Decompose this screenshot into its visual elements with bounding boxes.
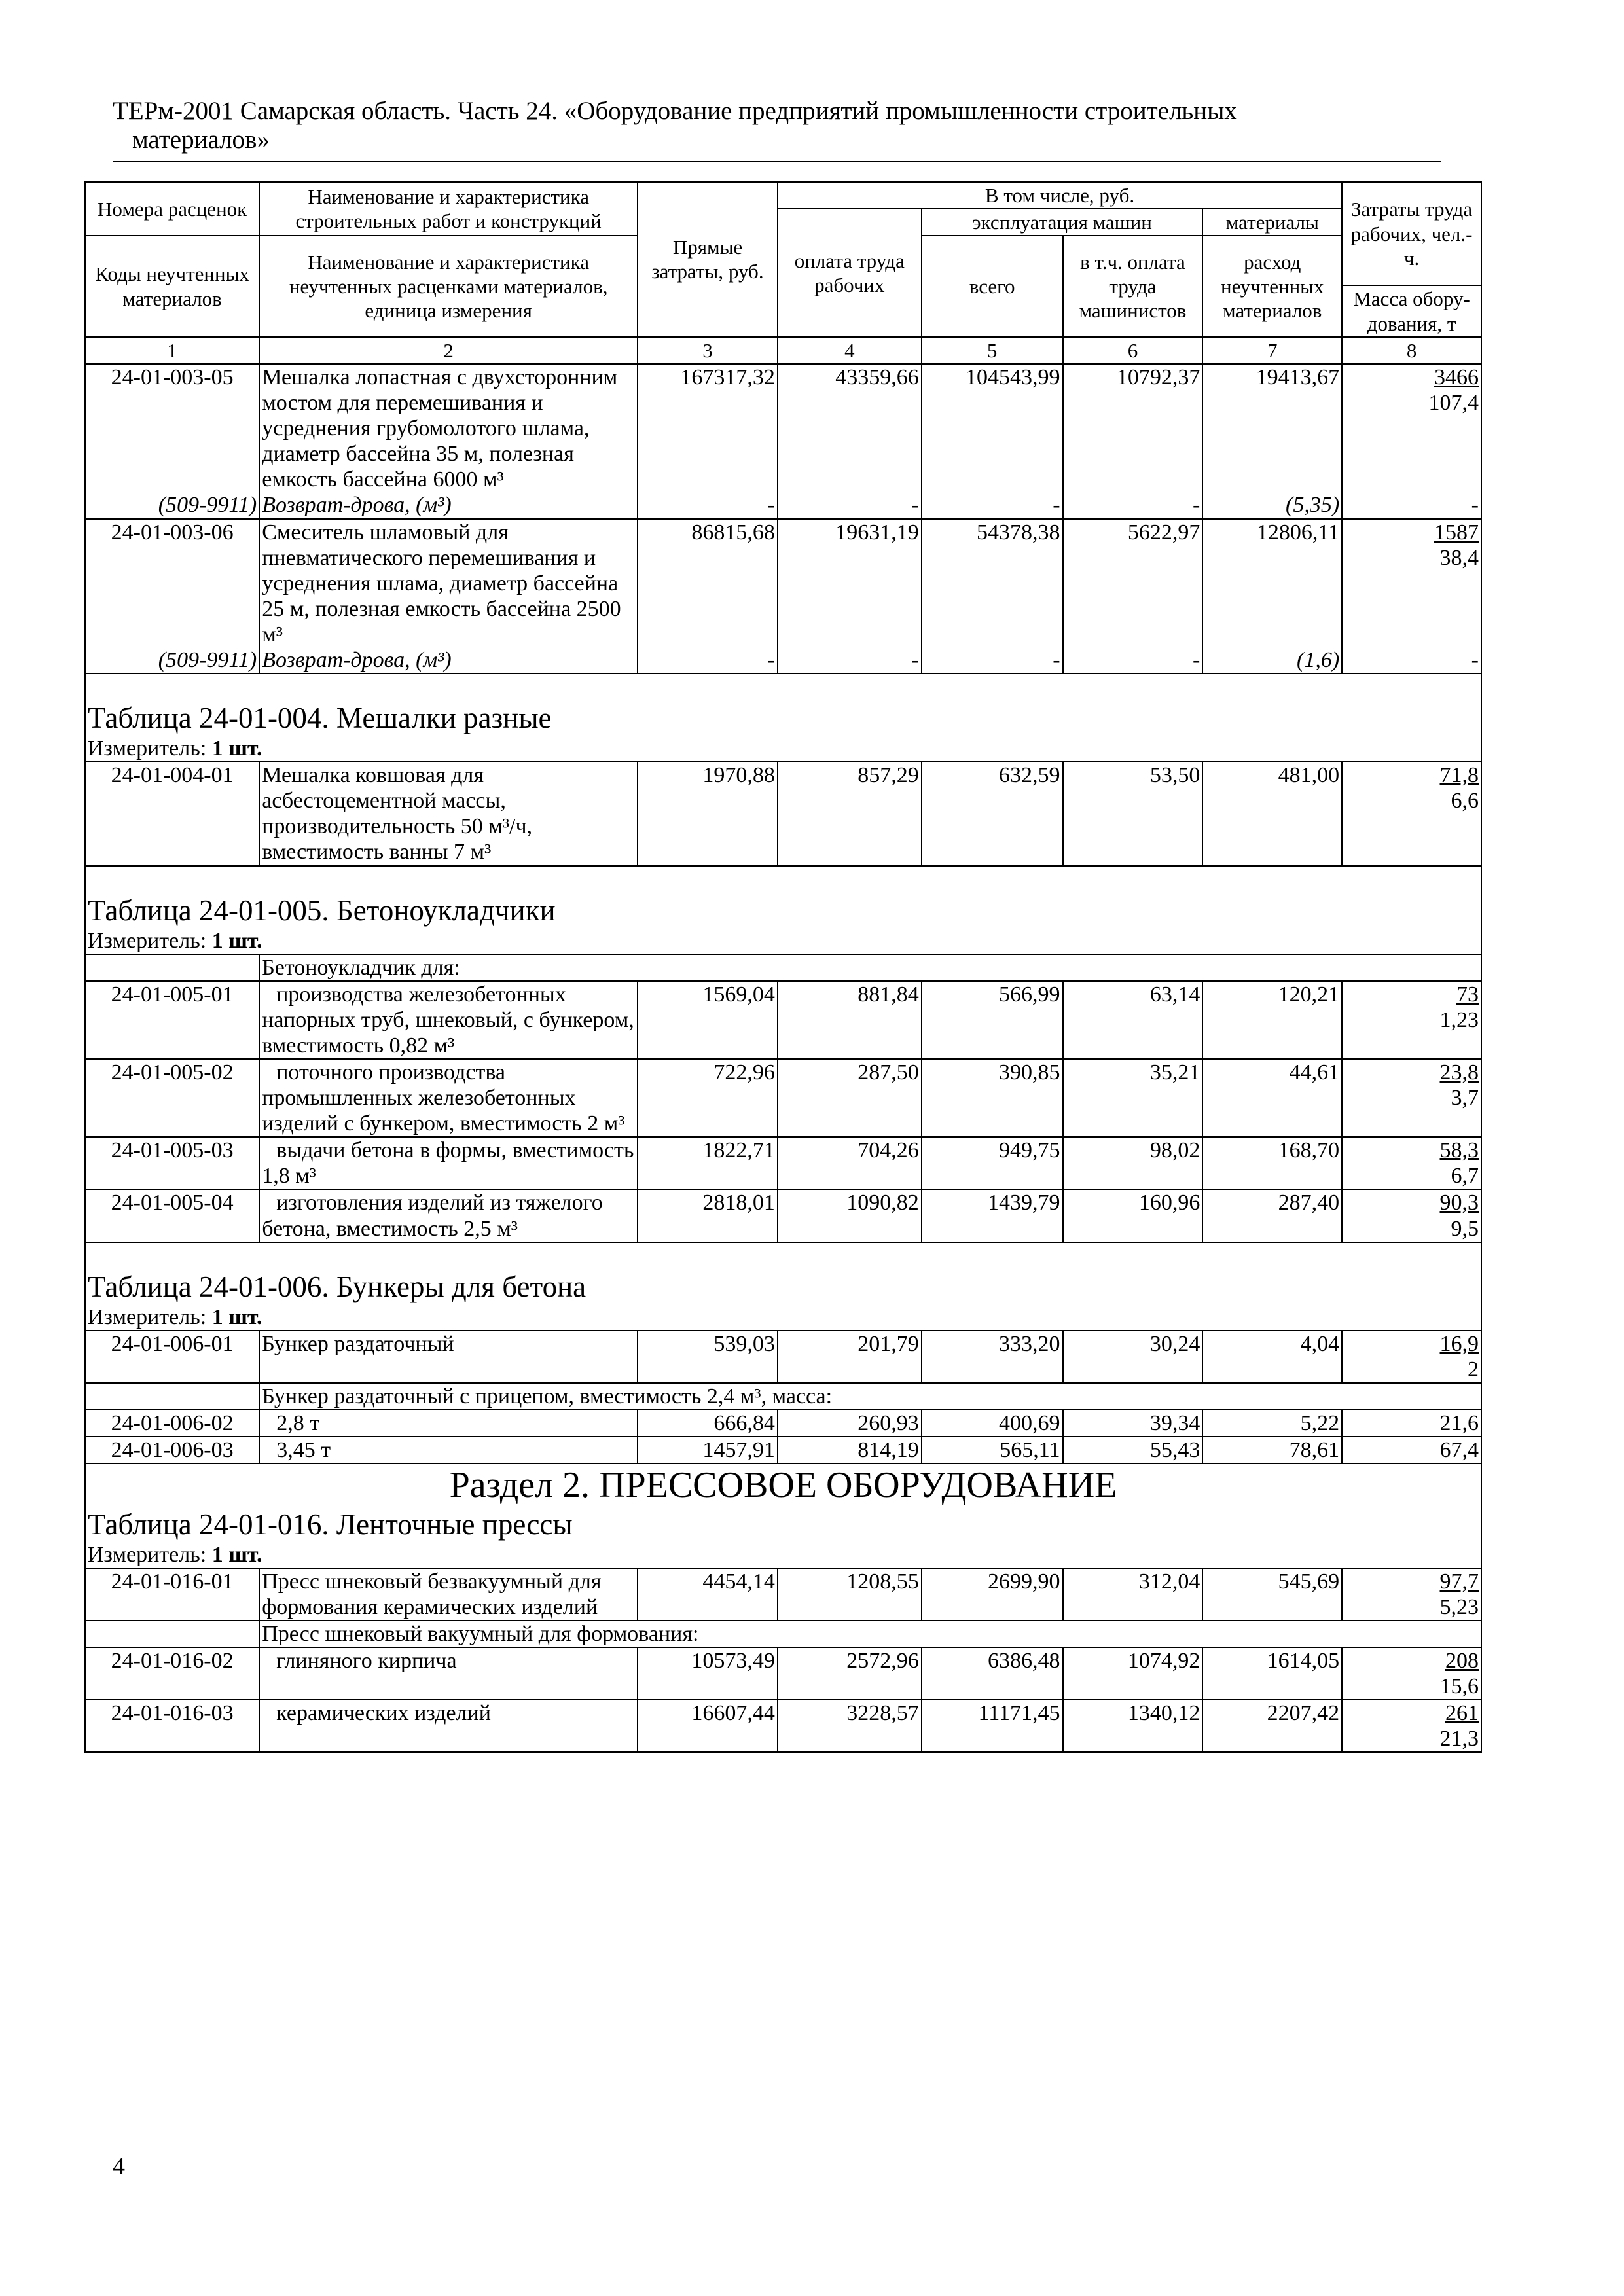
direct-cost: 167317,32 [638,364,778,492]
material-mach-labor: - [1063,647,1203,673]
table-section [85,1242,1481,1331]
group-label: Пресс шнековый вакуумный для формования: [259,1621,1481,1647]
rate-name: изготовления изделий из тяжелого бетона, вместимость 2,5 м³ [259,1189,638,1242]
materials-cost: 1614,05 [1202,1647,1342,1700]
material-labor: - [778,492,922,518]
unit-value: 1 шт. [211,928,262,953]
breakdown-group-header: В том числе, руб. [778,182,1342,209]
labor-hours: 71,8 [1439,763,1479,788]
rate-name: выдачи бетона в формы, вместимость 1,8 м³ [259,1137,638,1189]
direct-cost: 10573,49 [638,1647,778,1700]
page-number: 4 [113,2153,125,2180]
equipment-mass: 6,7 [1451,1164,1479,1189]
table-row [85,1437,1481,1463]
unit-label: Измеритель: [88,736,207,761]
table-title: Таблица 24-01-004. Мешалки разные [85,700,1481,736]
table-title-row [85,1269,1481,1304]
part-title-row [85,1463,1481,1506]
equipment-mass: 6,6 [1451,789,1479,814]
rate-code: 24-01-005-04 [85,1189,259,1242]
machine-cost-total: 104543,99 [922,364,1063,492]
labor-and-mass [1342,1331,1481,1383]
group-heading [85,1383,1481,1410]
unit-cell [85,1304,1481,1331]
spacer [85,1242,1481,1269]
rate-code: 24-01-003-05 [85,364,259,492]
machinist-labor-cost: 10792,37 [1063,364,1203,492]
material-labor: - [778,647,922,673]
group-blank [85,1621,259,1647]
unaccounted-material-row [85,492,1481,518]
worker-labor-cost: 881,84 [778,981,922,1059]
machine-cost-total: 1439,79 [922,1189,1063,1242]
machine-cost-total: 400,69 [922,1410,1063,1437]
table-row [85,1189,1481,1242]
column-number: 7 [1202,337,1342,364]
labor-hours: 90,3 [1439,1191,1479,1215]
machinist-labor-cost: 5622,97 [1063,519,1203,647]
materials-cost: 545,69 [1202,1568,1342,1621]
machinist-labor-cost: 39,34 [1063,1410,1203,1437]
table-row [85,1700,1481,1752]
worker-labor-cost: 3228,57 [778,1700,922,1752]
table-row [85,519,1481,647]
worker-labor-cost: 201,79 [778,1331,922,1383]
machine-cost-total: 390,85 [922,1059,1063,1137]
table-row [85,762,1481,865]
worker-labor-cost: 814,19 [778,1437,922,1463]
labor-and-mass [1342,519,1481,647]
machinist-labor-cost: 30,24 [1063,1331,1203,1383]
material-last: - [1342,492,1481,518]
column-number: 3 [638,337,778,364]
table-row [85,1568,1481,1621]
rate-item [85,1137,1481,1189]
materials-cost: 287,40 [1202,1189,1342,1242]
col3-header: Прямые затраты, руб. [638,182,778,337]
material-consumption: (1,6) [1202,647,1342,673]
rate-code: 24-01-006-01 [85,1331,259,1383]
equipment-mass: 15,6 [1439,1674,1479,1699]
materials-group-header: материалы [1202,209,1342,236]
materials-cost: 12806,11 [1202,519,1342,647]
material-consumption: (5,35) [1202,492,1342,518]
group-label: Бункер раздаточный с прицепом, вместимость 2,4 м³, масса: [259,1383,1481,1410]
material-direct: - [638,647,778,673]
material-code: (509-9911) [85,647,259,673]
rate-code: 24-01-005-01 [85,981,259,1059]
table-header [85,182,1481,364]
materials-cost: 120,21 [1202,981,1342,1059]
unit-label: Измеритель: [88,928,207,953]
rate-item [85,1568,1481,1621]
worker-labor-cost: 260,93 [778,1410,922,1437]
direct-cost: 86815,68 [638,519,778,647]
labor-and-mass [1342,1568,1481,1621]
unit-row [85,1304,1481,1331]
unit-label: Измеритель: [88,1542,207,1567]
equipment-mass: 1,23 [1439,1007,1479,1032]
materials-cost: 19413,67 [1202,364,1342,492]
material-name: Возврат-дрова, (м³) [259,647,638,673]
machines-group-header: эксплуатация машин [922,209,1203,236]
rate-name: глиняного кирпича [259,1647,638,1700]
machinist-labor-cost: 160,96 [1063,1189,1203,1242]
direct-cost: 666,84 [638,1410,778,1437]
machinist-labor-cost: 1340,12 [1063,1700,1203,1752]
rate-name: керамических изделий [259,1700,638,1752]
rate-item [85,519,1481,674]
group-row [85,954,1481,981]
column-number: 5 [922,337,1063,364]
part-section [85,1463,1481,1506]
worker-labor-cost: 1090,82 [778,1189,922,1242]
spacer [85,866,1481,893]
column-numbers-row [85,337,1481,364]
rate-item [85,1059,1481,1137]
unit-row [85,928,1481,954]
labor-hours: 23,8 [1439,1060,1479,1085]
worker-labor-cost: 287,50 [778,1059,922,1137]
labor-and-mass [1342,1059,1481,1137]
worker-labor-cost: 1208,55 [778,1568,922,1621]
material-mach-total: - [922,647,1063,673]
rate-code: 24-01-004-01 [85,762,259,865]
column-number: 1 [85,337,259,364]
rate-code: 24-01-016-03 [85,1700,259,1752]
column-number: 4 [778,337,922,364]
rate-item [85,1331,1481,1383]
table-row [85,1137,1481,1189]
material-mach-total: - [922,492,1063,518]
worker-labor-cost: 2572,96 [778,1647,922,1700]
materials-cost: 2207,42 [1202,1700,1342,1752]
worker-labor-cost: 19631,19 [778,519,922,647]
material-code: (509-9911) [85,492,259,518]
unaccounted-material-row [85,647,1481,673]
rate-name: Мешалка лопастная с двухсторонним мостом для перемешивания и усреднения грубомолотого шлама, диаметр бассейна 35 м, полезная емкость бассейна 6000 м³ [259,364,638,492]
group-blank [85,954,259,981]
machinist-labor-cost: 63,14 [1063,981,1203,1059]
header-line-2: материалов» [132,126,270,154]
rate-name: 2,8 т [259,1410,638,1437]
labor-hours: 1587 [1434,520,1479,545]
rate-code: 24-01-005-03 [85,1137,259,1189]
machine-cost-total: 6386,48 [922,1647,1063,1700]
rate-code: 24-01-006-02 [85,1410,259,1437]
section-gap [85,866,1481,893]
rate-item [85,1647,1481,1700]
materials-cost: 78,61 [1202,1437,1342,1463]
unit-cell [85,1542,1481,1568]
table-row [85,1059,1481,1137]
labor-hours: 3466 [1434,365,1479,389]
materials-cost: 168,70 [1202,1137,1342,1189]
unit-row [85,1542,1481,1568]
machine-cost-total: 54378,38 [922,519,1063,647]
rate-item [85,762,1481,865]
materials-cost: 5,22 [1202,1410,1342,1437]
rate-item [85,1410,1481,1437]
labor-and-mass [1342,981,1481,1059]
unit-cell [85,736,1481,762]
direct-cost: 2818,01 [638,1189,778,1242]
equipment-mass: 2 [1468,1357,1479,1382]
machine-cost-total: 333,20 [922,1331,1063,1383]
col8-header-bottom: Масса обору-дования, т [1342,285,1481,336]
labor-and-mass [1342,1647,1481,1700]
direct-cost: 1970,88 [638,762,778,865]
labor-hours: 208 [1445,1648,1479,1673]
worker-labor-cost: 857,29 [778,762,922,865]
col1-header-bottom: Коды неучтенных материалов [85,236,259,336]
rate-name: Смеситель шламовый для пневматического перемешивания и усреднения шлама, диаметр бассейна 25 м, полезная емкость бассейна 2500 м³ [259,519,638,647]
direct-cost: 16607,44 [638,1700,778,1752]
equipment-mass: 38,4 [1439,545,1479,570]
table-title: Таблица 24-01-006. Бункеры для бетона [85,1269,1481,1304]
labor-and-mass [1342,1437,1481,1463]
machine-cost-total: 949,75 [922,1137,1063,1189]
table-row [85,364,1481,492]
machine-cost-total: 2699,90 [922,1568,1063,1621]
rate-item [85,364,1481,519]
rate-name: 3,45 т [259,1437,638,1463]
labor-hours: 58,3 [1439,1138,1479,1163]
equipment-mass: 21,3 [1439,1727,1479,1751]
rate-code: 24-01-016-02 [85,1647,259,1700]
group-label: Бетоноукладчик для: [259,954,1481,981]
rate-name: производства железобетонных напорных труб, шнековый, с бункером, вместимость 0,82 м³ [259,981,638,1059]
header-line-1: ТЕРм-2001 Самарская область. Часть 24. «Оборудование предприятий промышленности строительных [113,97,1237,125]
section-gap [85,1242,1481,1269]
unit-value: 1 шт. [211,1542,262,1567]
unit-label: Измеритель: [88,1304,207,1329]
unit-row [85,736,1481,762]
rate-code: 24-01-003-06 [85,519,259,647]
group-row [85,1621,1481,1647]
direct-cost: 1569,04 [638,981,778,1059]
materials-cost: 44,61 [1202,1059,1342,1137]
header-rule [113,161,1441,162]
table-title-row [85,1507,1481,1542]
material-direct: - [638,492,778,518]
materials-cost: 481,00 [1202,762,1342,865]
equipment-mass: 9,5 [1451,1216,1479,1241]
direct-cost: 4454,14 [638,1568,778,1621]
machinist-labor-cost: 53,50 [1063,762,1203,865]
table-row [85,1410,1481,1437]
col8-header-top: Затраты труда рабочих, чел.-ч. [1342,182,1481,285]
col7-header: расход неучтенных материалов [1202,236,1342,336]
section-gap [85,673,1481,700]
labor-hours: 97,7 [1439,1569,1479,1594]
machinist-labor-cost: 312,04 [1063,1568,1203,1621]
labor-and-mass [1342,364,1481,492]
rate-name: Бункер раздаточный [259,1331,638,1383]
rate-name: Мешалка ковшовая для асбестоцементной массы, производительность 50 м³/ч, вместимость ванны 7 м³ [259,762,638,865]
table-section [85,673,1481,762]
rate-item [85,1700,1481,1752]
labor-hours: 261 [1445,1701,1479,1726]
group-heading [85,1621,1481,1647]
rate-item [85,1189,1481,1242]
unit-value: 1 шт. [211,736,262,761]
labor-hours: 16,9 [1439,1331,1479,1356]
group-blank [85,1383,259,1410]
labor-hours: 73 [1456,982,1479,1007]
group-row [85,1383,1481,1410]
table-section [85,1507,1481,1568]
equipment-mass: 3,7 [1451,1086,1479,1111]
rate-item [85,981,1481,1059]
col4-header: оплата труда рабочих [778,209,922,337]
column-number: 2 [259,337,638,364]
column-number: 6 [1063,337,1203,364]
running-header [113,97,1441,154]
rate-name: поточного производства промышленных железобетонных изделий с бункером, вместимость 2 м³ [259,1059,638,1137]
labor-and-mass [1342,1189,1481,1242]
machine-cost-total: 565,11 [922,1437,1063,1463]
table-section [85,866,1481,954]
material-last: - [1342,647,1481,673]
direct-cost: 1457,91 [638,1437,778,1463]
material-name: Возврат-дрова, (м³) [259,492,638,518]
direct-cost: 722,96 [638,1059,778,1137]
rate-name: Пресс шнековый безвакуумный для формования керамических изделий [259,1568,638,1621]
rate-code: 24-01-005-02 [85,1059,259,1137]
spacer [85,673,1481,700]
direct-cost: 539,03 [638,1331,778,1383]
equipment-mass: 5,23 [1439,1594,1479,1619]
machinist-labor-cost: 98,02 [1063,1137,1203,1189]
direct-cost: 1822,71 [638,1137,778,1189]
rate-code: 24-01-006-03 [85,1437,259,1463]
rate-item [85,1437,1481,1463]
machinist-labor-cost: 1074,92 [1063,1647,1203,1700]
table-row [85,981,1481,1059]
column-number: 8 [1342,337,1481,364]
unit-value: 1 шт. [211,1304,262,1329]
table-row [85,1331,1481,1383]
machine-cost-total: 566,99 [922,981,1063,1059]
labor-and-mass [1342,1700,1481,1752]
rate-code: 24-01-016-01 [85,1568,259,1621]
worker-labor-cost: 43359,66 [778,364,922,492]
labor-hours: 67,4 [1439,1438,1479,1463]
labor-and-mass [1342,1410,1481,1437]
price-table [84,181,1482,1753]
machine-cost-total: 11171,45 [922,1700,1063,1752]
labor-and-mass [1342,1137,1481,1189]
col2-header-bottom: Наименование и характеристика неучтенных расценками материалов, единица измерения [259,236,638,336]
equipment-mass: 107,4 [1428,391,1479,416]
unit-cell [85,928,1481,954]
materials-cost: 4,04 [1202,1331,1342,1383]
machinist-labor-cost: 55,43 [1063,1437,1203,1463]
table-title: Таблица 24-01-016. Ленточные прессы [85,1507,1481,1542]
labor-hours: 21,6 [1439,1411,1479,1436]
part-title: Раздел 2. ПРЕССОВОЕ ОБОРУДОВАНИЕ [85,1463,1481,1506]
col6-header: в т.ч. оплата труда машинистов [1063,236,1203,336]
material-mach-labor: - [1063,492,1203,518]
table-title-row [85,893,1481,928]
table-title-row [85,700,1481,736]
group-heading [85,954,1481,981]
table-title: Таблица 24-01-005. Бетоноукладчики [85,893,1481,928]
table-row [85,1647,1481,1700]
labor-and-mass [1342,762,1481,865]
worker-labor-cost: 704,26 [778,1137,922,1189]
machine-cost-total: 632,59 [922,762,1063,865]
col2-header-top: Наименование и характеристика строительных работ и конструкций [259,182,638,236]
col5-header: всего [922,236,1063,336]
machinist-labor-cost: 35,21 [1063,1059,1203,1137]
col1-header-top: Номера расценок [85,182,259,236]
